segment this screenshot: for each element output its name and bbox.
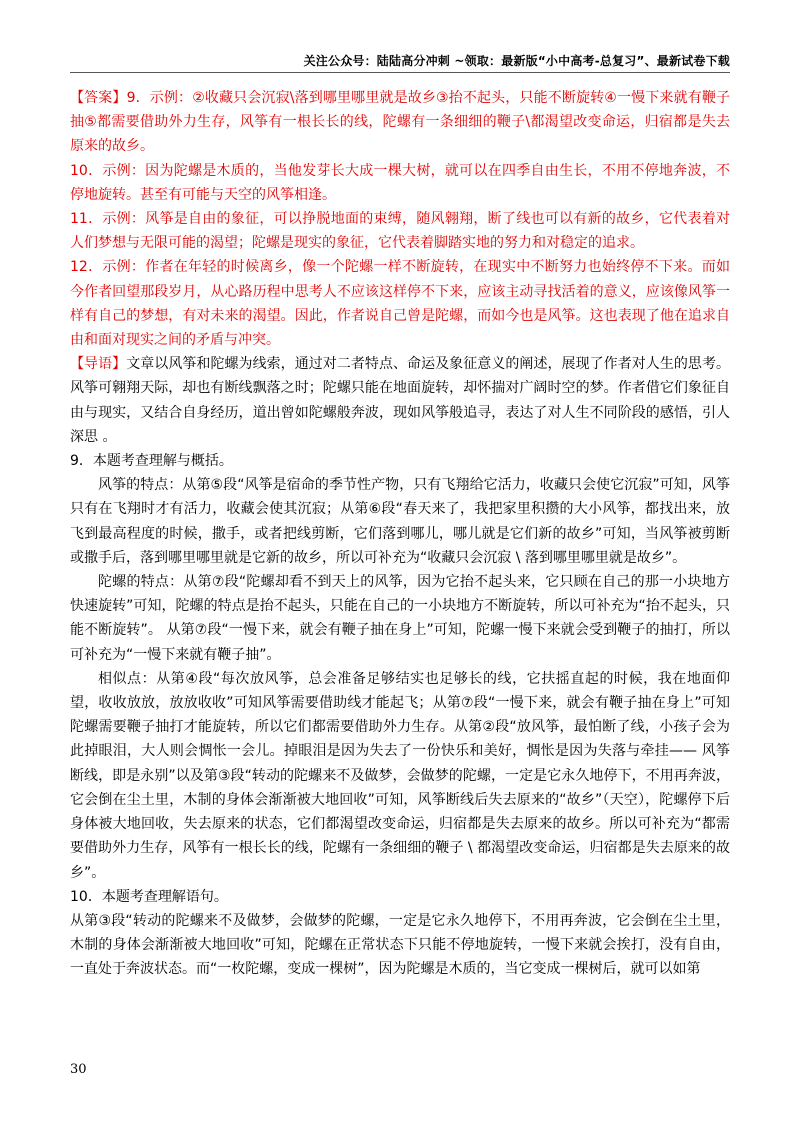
page-number: 30 — [70, 1062, 87, 1077]
header-divider — [70, 72, 730, 73]
answer-q9 — [70, 86, 730, 159]
answer-label: 【答案】 — [70, 90, 127, 106]
answer-q12: 12．示例：作者在年轻的时候离乡，像一个陀螺一样不断旋转，在现实中不断努力也始终停不下来。而如今作者回望那段岁月，从心路历程中思考人不应该这样停不下来，应该主动寻找活着的意义，应该像风筝一样有自己的梦想，有对未来的渴望。因此，作者说自己曾是陀螺，而如今也是风筝。这也表现了他在追求自由和面对现实之间的矛盾与冲突。 — [70, 259, 730, 349]
analysis-q10-title: 10．本题考查理解语句。 — [70, 888, 228, 905]
analysis-q9-title: 9．本题考查理解与概括。 — [70, 453, 233, 470]
page-header: 关注公众号：陆陆高分冲刺 ~领取：最新版“小中高考-总复习”、最新试卷下载 — [303, 54, 730, 68]
page-content — [70, 86, 730, 982]
guide-paragraph — [70, 352, 730, 449]
analysis-q9-kite: 风筝的特点：从第⑤段“风筝是宿命的季节性产物，只有飞翔给它活力，收藏只会使它沉寂”可知，风筝只有在飞翔时才有活力，收藏会使其沉寂；从第⑥段“春天来了，我把家里积攒的大小风筝，都找出来，放飞到最高程度的时候，撒手，或者把线剪断，它们落到哪儿，哪儿就是它们新的故乡”可知，当风筝被剪断或撒手后，落到哪里哪里就是它新的故乡，所以可补充为“收藏只会沉寂 \ 落到哪里哪里就是故乡”。 — [70, 477, 730, 566]
analysis-q10-text: 从第③段“转动的陀螺来不及做梦，会做梦的陀螺，一定是它永久地停下，不用再奔波，它会倒在尘土里，木制的身体会渐渐被大地回收”可知，陀螺在正常状态下只能不停地旋转，一慢下来就会挨打，没有自由，一直处于奔波状态。而“一枚陀螺，变成一棵树”，因为陀螺是木质的，当它变成一棵树后，就可以如第 — [70, 912, 730, 978]
guide-text: 文章以风筝和陀螺为线索，通过对二者特点、命运及象征意义的阐述，展现了作者对人生的思考。风筝可翱翔天际，却也有断线飘落之时；陀螺只能在地面旋转，却怀揣对广阔时空的梦。作者借它们象征自由与现实，又结合自身经历，道出曾如陀螺般奔波，现如风筝般追寻，表达了对人生不同阶段的感悟，引人深思 。 — [70, 356, 731, 445]
answer-q10: 10．示例：因为陀螺是木质的，当他发芽长大成一棵大树，就可以在四季自由生长，不用不停地奔波，不停地旋转。甚至有可能与天空的风筝相逢。 — [70, 162, 730, 203]
analysis-q9-similarity: 相似点：从第④段“每次放风筝，总会准备足够结实也足够长的线，它扶摇直起的时候，我在地面仰望，收收放放，放放收收”可知风筝需要借助线才能起飞；从第⑦段“一慢下来，就会有鞭子抽在身上”可知陀螺需要鞭子抽打才能旋转，所以它们都需要借助外力生存。从第②段“放风筝，最怕断了线，小孩子会为此掉眼泪，大人则会惆怅一会儿。掉眼泪是因为失去了一份快乐和美好，惆怅是因为失落与牵挂—— 风筝断线，即是永别”以及第③段“转动的陀螺来不及做梦，会做梦的陀螺，一定是它永久地停下，不用再奔波，它会倒在尘土里，木制的身体会渐渐被大地回收”可知，风筝断线后失去原来的“故乡”（天空），陀螺停下后身体被大地回收，失去原来的状态，它们都渴望改变命运，归宿都是失去原来的故乡。所以可补充为“都需要借助外力生存，风筝有一根长长的线，陀螺有一条细细的鞭子 \ 都渴望改变命运，归宿都是失去原来的故乡”。 — [70, 670, 730, 881]
answer-q11: 11．示例：风筝是自由的象征，可以挣脱地面的束缚，随风翱翔，断了线也可以有新的故乡，它代表着对人们梦想与无限可能的渴望；陀螺是现实的象征，它代表着脚踏实地的努力和对稳定的追求。 — [70, 211, 730, 252]
answer-q9-text: 9．示例：②收藏只会沉寂\落到哪里哪里就是故乡③抬不起头，只能不断旋转④一慢下来就有鞭子抽⑤都需要借助外力生存，风筝有一根长长的线，陀螺有一条细细的鞭子\都渴望改变命运，归宿都是失去原来的故乡。 — [70, 90, 730, 155]
guide-label: 【导语】 — [70, 356, 127, 373]
analysis-q9-top: 陀螺的特点：从第⑦段“陀螺却看不到天上的风筝，因为它抬不起头来，它只顾在自己的那一小块地方快速旋转”可知，陀螺的特点是抬不起头，只能在自己的一小块地方不断旋转，所以可补充为“抬不起头，只能不断旋转”。 从第⑦段“一慢下来，就会有鞭子抽在身上”可知，陀螺一慢下来就会受到鞭子的抽打，所以可补充为“一慢下来就有鞭子抽”。 — [70, 574, 730, 663]
